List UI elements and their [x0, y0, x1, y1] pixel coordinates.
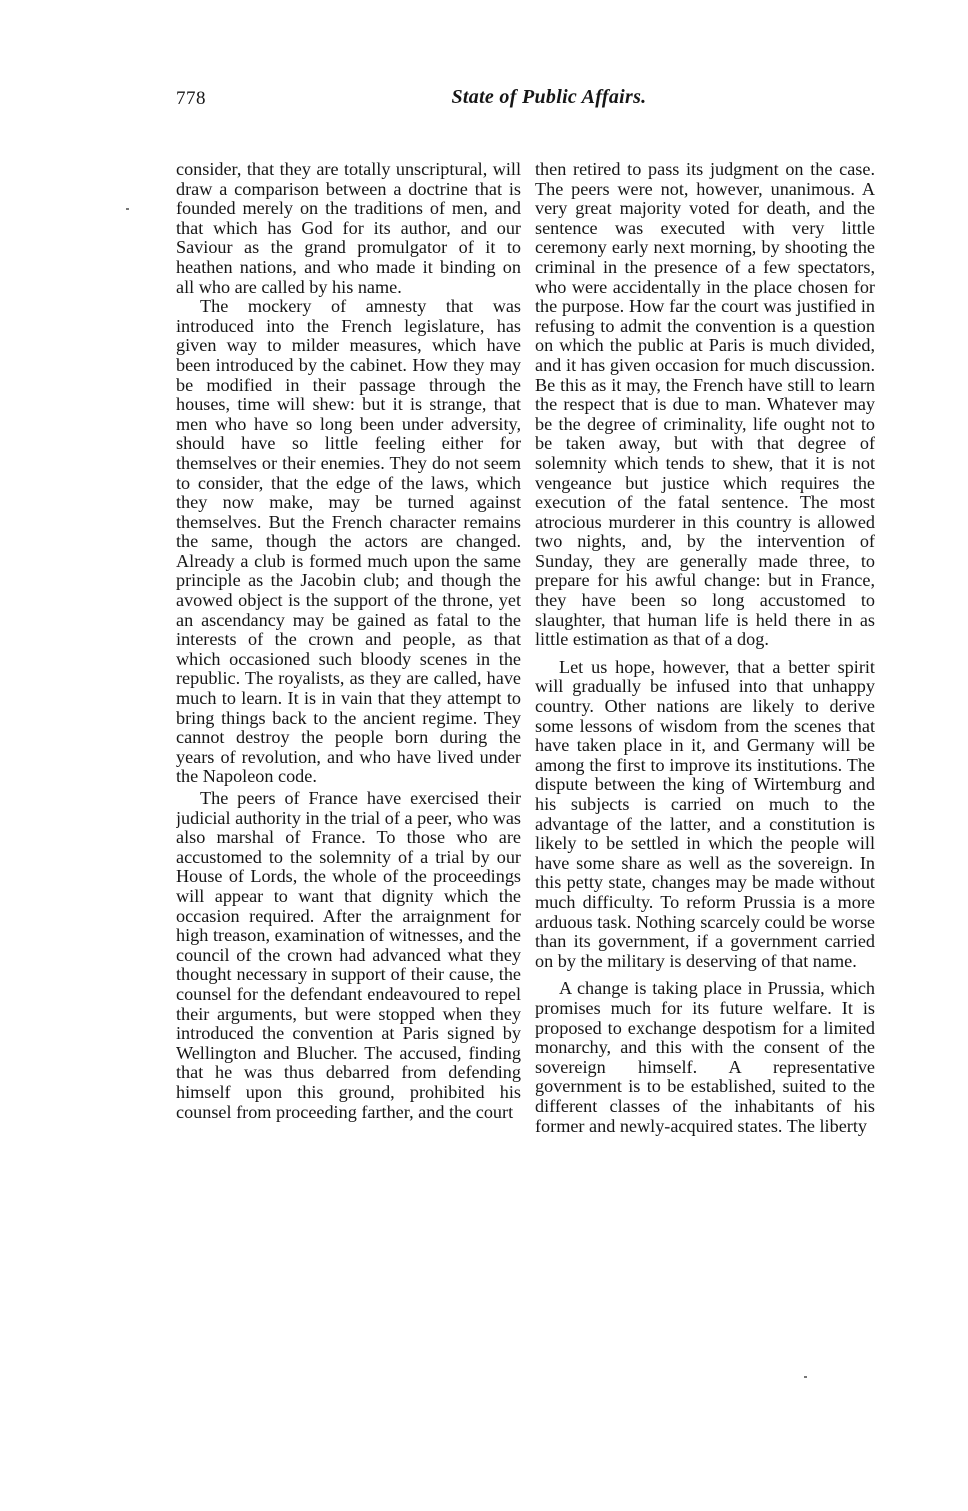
left-column: [176, 160, 521, 1390]
margin-speck: [126, 208, 129, 210]
paragraph: The peers of France have exercised their judicial authority in the trial of a peer, who was also marshal of France. To those who are accustomed to the solemnity of a trial by our House of Lords, the whole of the proceedings will appear to want that dignity which the occasion required. After the arraignment for high treason, examination of witnesses, and the council of the crown had advanced what they thought necessary in support of their cause, the counsel for the defendant endeavoured to repel their arguments, but were stopped when they introduced the convention at Paris signed by Wellington and Blucher. The accused, finding that he was thus debarred from defending himself upon this ground, prohibited his counsel from proceeding farther, and the court: [176, 788, 521, 1122]
paragraph: A change is taking place in Prussia, which promises much for its future welfare. It is proposed to exchange despotism for a limited monarchy, and this with the consent of the sovereign himself. A representative government is to be established, suited to the different classes of the inhabitants of his former and newly-acquired states. The liberty: [535, 978, 875, 1136]
paragraph: consider, that they are totally unscriptural, will draw a comparison between a doctrine that is founded merely on the traditions of men, and that which has God for its author, and our Saviour as the grand promulgator of it to heathen nations, and who made it binding on all who are called by his name.: [176, 160, 521, 297]
paragraph: then retired to pass its judgment on the case. The peers were not, however, unanimous. A very great majority voted for death, and the sentence was executed with very little ceremony early next morning, by shooting the criminal in the presence of a few spectators, who were accidentally in the place chosen for the purpose. How far the court was justified in refusing to admit the convention is a question on which the public at Paris is much divided, and it has given occasion for much discussion. Be this as it may, the French have still to learn the respect that is due to man. Whatever may be the degree of criminality, life ought not to be taken away, but with that degree of solemnity which tends to shew, that it is not vengeance but justice which requires the execution of the fatal sentence. The most atrocious murderer in this country is allowed two nights, and, by the intervention of Sunday, they are generally made three, to prepare for his awful change: but in France, they have been so long accustomed to slaughter, that human life is held there in as little estimation as that of a dog.: [535, 160, 875, 650]
running-title: State of Public Affairs.: [451, 86, 647, 108]
paragraph: Let us hope, however, that a better spirit will gradually be infused into that unhappy country. Other nations are likely to derive some lessons of wisdom from the scenes that have taken place in it, and Germany will be among the first to improve its institutions. The dispute between the king of Wirtemburg and his subjects is carried on much to the advantage of the latter, and a constitution is likely to be settled in which the people will have some share as well as the sovereign. In this petty state, changes may be made without much difficulty. To reform Prussia is a more arduous task. Nothing scarcely could be worse than its government, if a government carried on by the military is deserving of that name.: [535, 656, 875, 971]
paragraph: The mockery of amnesty that was introduced into the French legislature, has given way to milder measures, which have been introduced by the cabinet. How they may be modified in their passage through the houses, time will shew: but it is strange, that men who have so long been under adversity, should have so little feeling either for themselves or their enemies. They do not seem to consider, that the edge of the laws, which they now make, may be turned against themselves. But the French character remains the same, though the actors are changed. Already a club is formed much upon the same principle as the Jacobin club; and though the avowed object is the support of the throne, yet an ascendancy may be gained as fatal to the interests of the crown and people, as that which occasioned such bloody scenes in the republic. The royalists, as they are called, have much to learn. It is in vain that they attempt to bring things back to the ancient regime. They cannot destroy the people born during the years of revolution, and who have lived under the Napoleon code.: [176, 296, 521, 787]
page-number: 778: [176, 88, 206, 109]
right-column: [535, 160, 875, 1390]
